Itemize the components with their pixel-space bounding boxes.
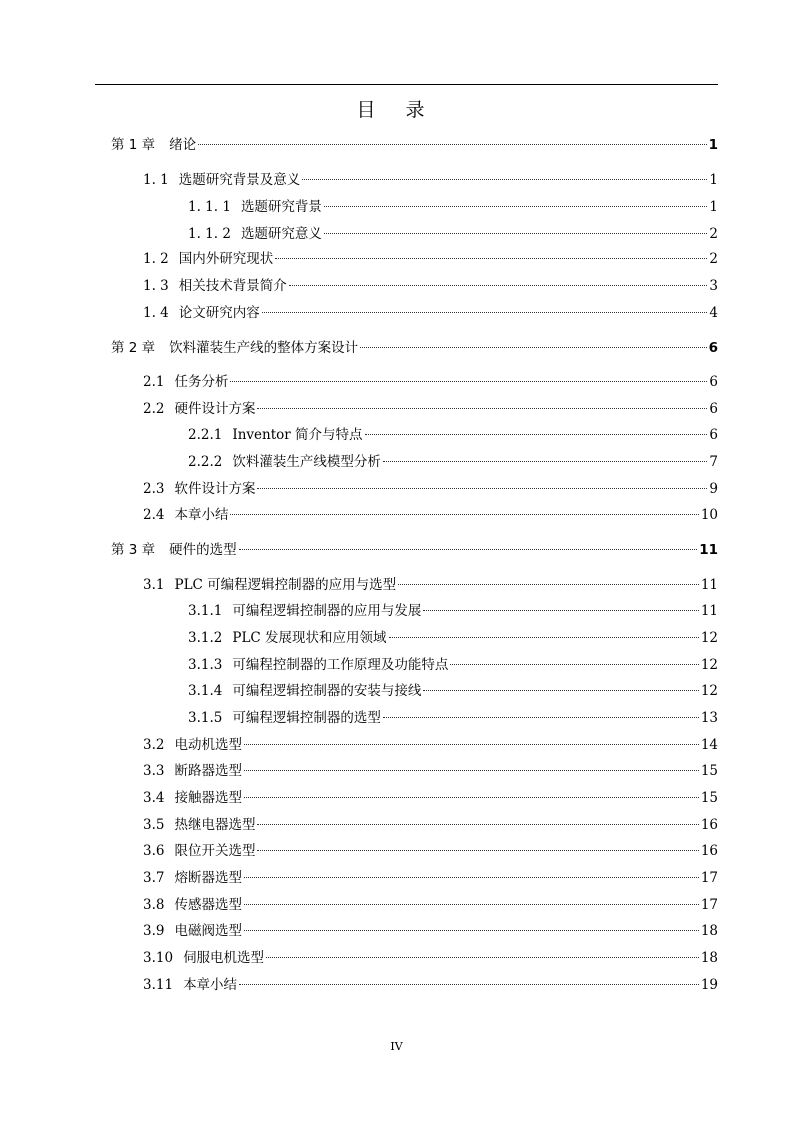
toc-number: 2.3 (143, 481, 165, 497)
toc-text: 相关技术背景简介 (178, 278, 287, 294)
toc-number: 2.1 (143, 374, 165, 390)
dot-leader (423, 690, 698, 691)
toc-number: 1. 3 (143, 278, 169, 294)
toc-number: 3.9 (143, 923, 165, 939)
toc-text: 软件设计方案 (174, 481, 256, 497)
toc-subsection-2-2-1[interactable] (188, 425, 718, 445)
toc-text: 国内外研究现状 (178, 251, 274, 267)
toc-text: PLC 可编程逻辑控制器的应用与选型 (174, 577, 397, 593)
toc-number: 3.1.1 (188, 603, 223, 619)
dot-leader (262, 312, 708, 313)
toc-page: 14 (700, 737, 718, 753)
dot-leader (450, 664, 698, 665)
dot-leader (266, 957, 699, 958)
toc-text: 任务分析 (174, 374, 229, 390)
toc-section-3-10[interactable] (143, 948, 718, 968)
dot-leader (365, 434, 708, 435)
dot-leader (230, 381, 707, 382)
toc-section-2-3[interactable] (143, 479, 718, 499)
toc-page: 9 (709, 481, 718, 497)
toc-page: 6 (709, 427, 718, 443)
toc-section-3-9[interactable] (143, 921, 718, 941)
toc-page: 11 (700, 577, 718, 593)
toc-number: 1. 1. 2 (188, 226, 231, 242)
dot-leader (398, 584, 699, 585)
toc-chapter-1[interactable] (111, 135, 718, 155)
toc-section-3-5[interactable] (143, 815, 718, 835)
toc-subsection-1-1-2[interactable] (188, 224, 718, 244)
toc-text: 熔断器选型 (174, 870, 242, 886)
toc-page: 1 (709, 172, 718, 188)
dot-leader (239, 984, 699, 985)
toc-page: 17 (700, 897, 718, 913)
toc-number: 2.2 (143, 401, 165, 417)
toc-page: 6 (709, 374, 718, 390)
dot-leader (257, 488, 707, 489)
toc-page: 12 (700, 657, 718, 673)
dot-leader (257, 824, 698, 825)
toc-text: 选题研究背景 (240, 199, 322, 215)
toc-title: 目 录 (356, 99, 437, 121)
toc-text: 硬件的选型 (169, 542, 237, 558)
toc-number: 1. 1 (143, 172, 169, 188)
dot-leader (275, 258, 707, 259)
toc-section-1-2[interactable] (143, 249, 718, 269)
toc-subsection-2-2-2[interactable] (188, 452, 718, 472)
toc-section-1-1[interactable] (143, 170, 718, 190)
dot-leader (423, 610, 698, 611)
toc-text: 电动机选型 (174, 737, 242, 753)
toc-section-3-2[interactable] (143, 735, 718, 755)
toc-page: 17 (700, 870, 718, 886)
toc-subsection-3-1-3[interactable] (188, 655, 718, 675)
toc-text: 可编程逻辑控制器的安装与接线 (232, 683, 422, 699)
toc-page: 13 (700, 710, 718, 726)
dot-leader (244, 797, 699, 798)
toc-section-2-4[interactable] (143, 505, 718, 525)
dot-leader (239, 549, 698, 550)
toc-text: 伺服电机选型 (183, 950, 265, 966)
toc-number: 3.1.3 (188, 657, 223, 673)
dot-leader (244, 904, 699, 905)
toc-section-2-2[interactable] (143, 399, 718, 419)
toc-text: 本章小结 (183, 977, 238, 993)
toc-section-3-1[interactable] (143, 575, 718, 595)
toc-page: 15 (700, 790, 718, 806)
toc-page: 16 (700, 817, 718, 833)
dot-leader (302, 179, 707, 180)
header-rule (95, 84, 718, 85)
toc-subsection-3-1-1[interactable] (188, 601, 718, 621)
dot-leader (257, 850, 698, 851)
toc-text: 传感器选型 (174, 897, 242, 913)
toc-number: 3.6 (143, 843, 165, 859)
toc-number: 3.1.5 (188, 710, 223, 726)
toc-number: 3.2 (143, 737, 165, 753)
toc-page: 4 (709, 305, 718, 321)
dot-leader (244, 744, 699, 745)
toc-page: 18 (700, 923, 718, 939)
toc-number: 3.4 (143, 790, 165, 806)
toc-page: 6 (708, 340, 718, 356)
dot-leader (324, 206, 707, 207)
toc-section-2-1[interactable] (143, 372, 718, 392)
toc-section-3-3[interactable] (143, 761, 718, 781)
toc-number: 3.5 (143, 817, 165, 833)
toc-page: 12 (700, 683, 718, 699)
dot-leader (383, 717, 699, 718)
toc-number: 3.3 (143, 763, 165, 779)
toc-number: 2.4 (143, 507, 165, 523)
toc-text: 绪论 (169, 137, 197, 153)
toc-number: 3.1 (143, 577, 165, 593)
toc-page: 2 (709, 226, 718, 242)
toc-number: 2.2.2 (188, 454, 223, 470)
toc-text: PLC 发展现状和应用领域 (232, 630, 387, 646)
toc-chapter-2[interactable] (111, 338, 718, 358)
toc-page: 1 (709, 199, 718, 215)
dot-leader (383, 461, 708, 462)
toc-page: 3 (709, 278, 718, 294)
toc-page: 1 (708, 137, 718, 153)
toc-number: 3.1.4 (188, 683, 223, 699)
toc-number: 第 3 章 (111, 542, 156, 558)
dot-leader (389, 637, 699, 638)
toc-text: 选题研究意义 (240, 226, 322, 242)
toc-text: 接触器选型 (174, 790, 242, 806)
toc-number: 3.7 (143, 870, 165, 886)
toc-text: 论文研究内容 (178, 305, 260, 321)
toc-section-3-7[interactable] (143, 868, 718, 888)
dot-leader (244, 930, 699, 931)
toc-text: 断路器选型 (174, 763, 242, 779)
toc-subsection-3-1-2[interactable] (188, 628, 718, 648)
toc-section-3-4[interactable] (143, 788, 718, 808)
dot-leader (244, 770, 699, 771)
dot-leader (230, 514, 698, 515)
toc-section-3-6[interactable] (143, 841, 718, 861)
toc-text: 可编程逻辑控制器的选型 (232, 710, 381, 726)
toc-text: 饮料灌装生产线模型分析 (232, 454, 381, 470)
toc-subsection-1-1-1[interactable] (188, 197, 718, 217)
toc-number: 第 2 章 (111, 340, 156, 356)
page-number: IV (390, 1040, 403, 1053)
toc-subsection-3-1-5[interactable] (188, 708, 718, 728)
toc-number: 3.10 (143, 950, 174, 966)
toc-number: 第 1 章 (111, 137, 156, 153)
toc-section-3-8[interactable] (143, 895, 718, 915)
toc-number: 1. 4 (143, 305, 169, 321)
toc-number: 3.1.2 (188, 630, 223, 646)
toc-number: 3.8 (143, 897, 165, 913)
dot-leader (360, 347, 706, 348)
toc-page: 2 (709, 251, 718, 267)
toc-chapter-3[interactable] (111, 540, 718, 560)
toc-page: 7 (709, 454, 718, 470)
toc-text: 热继电器选型 (174, 817, 256, 833)
toc-number: 2.2.1 (188, 427, 223, 443)
toc-text: 硬件设计方案 (174, 401, 256, 417)
toc-page: 18 (700, 950, 718, 966)
toc-page: 15 (700, 763, 718, 779)
toc-page: 16 (700, 843, 718, 859)
toc-number: 1. 1. 1 (188, 199, 231, 215)
toc-section-1-3[interactable] (143, 276, 718, 296)
toc-number: 3.11 (143, 977, 174, 993)
toc-page: 11 (700, 603, 718, 619)
dot-leader (198, 144, 706, 145)
toc-text: 可编程控制器的工作原理及功能特点 (232, 657, 449, 673)
toc-text: 本章小结 (174, 507, 229, 523)
dot-leader (289, 285, 708, 286)
dot-leader (257, 408, 707, 409)
toc-page: 19 (700, 977, 718, 993)
toc-text: 电磁阀选型 (174, 923, 242, 939)
toc-section-1-4[interactable] (143, 303, 718, 323)
toc-text: 限位开关选型 (174, 843, 256, 859)
toc-subsection-3-1-4[interactable] (188, 681, 718, 701)
toc-page: 12 (700, 630, 718, 646)
toc-section-3-11[interactable] (143, 975, 718, 995)
dot-leader (324, 233, 707, 234)
toc-page: 10 (700, 507, 718, 523)
dot-leader (244, 877, 699, 878)
toc-page: 11 (699, 542, 718, 558)
toc-page: 6 (709, 401, 718, 417)
toc-text: 可编程逻辑控制器的应用与发展 (232, 603, 422, 619)
toc-number: 1. 2 (143, 251, 169, 267)
toc-text: Inventor 简介与特点 (232, 427, 363, 443)
toc-text: 饮料灌装生产线的整体方案设计 (169, 340, 359, 356)
toc-text: 选题研究背景及意义 (178, 172, 301, 188)
